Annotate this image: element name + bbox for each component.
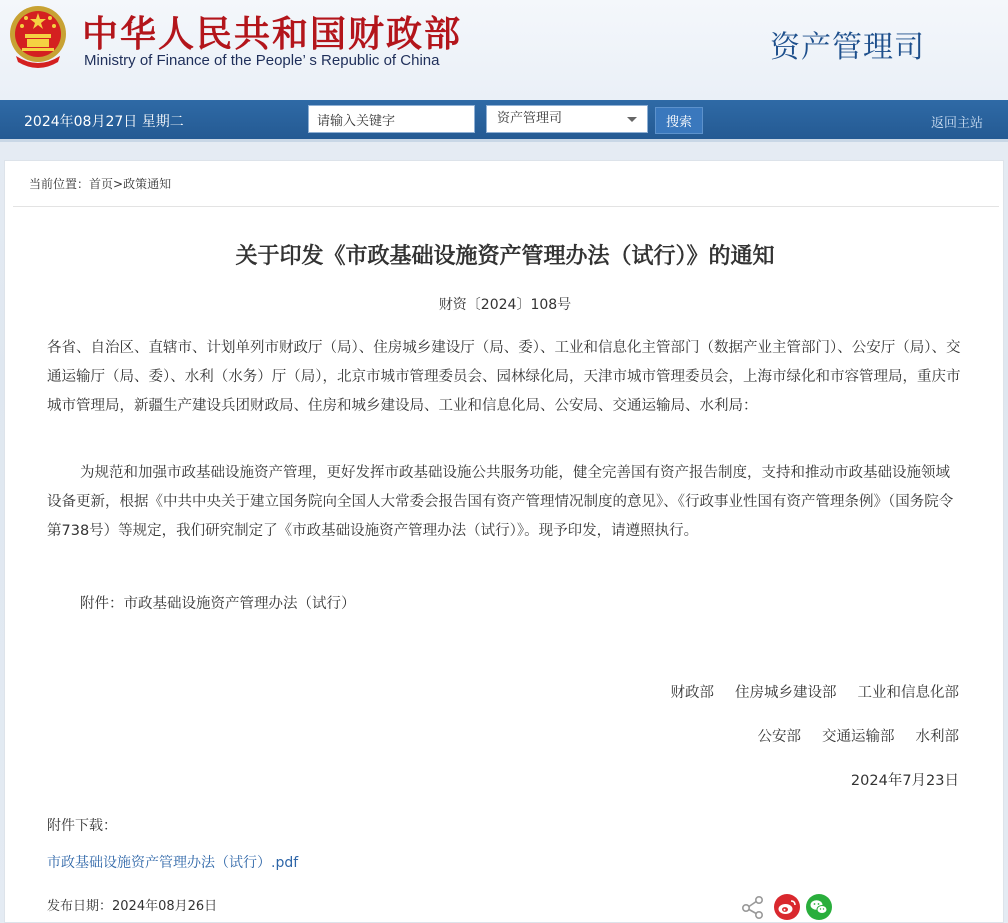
attachment-note: 附件：市政基础设施资产管理办法（试行） xyxy=(80,596,356,612)
breadcrumb xyxy=(13,161,999,207)
article-addressees: 各省、自治区、直辖市、计划单列市财政厅（局）、住房城乡建设厅（局、委）、工业和信息化主管部门（数据产业主管部门）、公安厅（局）、交通运输厅（局、委）、水利（水务）厅（局），北京市城市管理委员会、园林绿化局，天津市城市管理委员会，上海市绿化和市容管理局，重庆市城市管理局，新疆生产建设兵团财政局、住房和城乡建设局、工业和信息化局、公安局、交通运输局、水利局： xyxy=(47,340,961,414)
current-date: 2024年08月27日 星期二 xyxy=(24,114,184,130)
wechat-icon[interactable] xyxy=(805,893,833,921)
breadcrumb-separator: > xyxy=(113,177,124,191)
signatory: 水利部 xyxy=(915,729,959,745)
national-emblem-icon[interactable] xyxy=(8,4,68,70)
site-title-cn[interactable]: 中华人民共和国财政部 xyxy=(82,14,463,55)
department-name: 资产管理司 xyxy=(770,30,925,65)
attachment-download-link[interactable]: 市政基础设施资产管理办法（试行）.pdf xyxy=(47,855,299,871)
article-title: 关于印发《市政基础设施资产管理办法（试行）》的通知 xyxy=(235,244,775,269)
signatory: 工业和信息化部 xyxy=(857,685,959,701)
site-header xyxy=(0,0,1008,100)
signatory: 交通运输部 xyxy=(822,729,895,745)
chevron-down-icon xyxy=(627,117,637,122)
signatory: 财政部 xyxy=(670,685,714,701)
weibo-icon[interactable] xyxy=(773,893,801,921)
signatories-row-2 xyxy=(737,725,960,746)
breadcrumb-current-link[interactable]: 政策通知 xyxy=(123,177,172,191)
site-title-en[interactable]: Ministry of Finance of the People’ s Republic of China xyxy=(84,52,440,69)
back-to-main-site-link[interactable]: 返回主站 xyxy=(930,116,983,131)
signature-date: 2024年7月23日 xyxy=(850,773,959,789)
publish-date: 发布日期：2024年08月26日 xyxy=(47,899,218,914)
breadcrumb-prefix: 当前位置： xyxy=(29,177,90,191)
article-container xyxy=(4,160,1004,923)
article-body-paragraph: 为规范和加强市政基础设施资产管理，更好发挥市政基础设施公共服务功能，健全完善国有资产报告制度，支持和推动市政基础设施领域设备更新，根据《中共中央关于建立国务院向全国人大常委会报告国有资产管理情况制度的意见》、《行政事业性国有资产管理条例》（国务院令第738号）等规定，我们研究制定了《市政基础设施资产管理办法（试行）》。现予印发，请遵照执行。 xyxy=(47,465,954,539)
search-scope-value: 资产管理司 xyxy=(497,111,563,126)
top-navbar xyxy=(0,100,1008,142)
share-icon[interactable] xyxy=(740,894,766,920)
signatories-row-1 xyxy=(650,681,960,702)
document-number: 财资〔2024〕108号 xyxy=(438,297,572,313)
download-label: 附件下载： xyxy=(47,818,117,834)
breadcrumb-home-link[interactable]: 首页 xyxy=(89,177,114,191)
search-button[interactable]: 搜索 xyxy=(655,107,703,134)
signatory: 住房城乡建设部 xyxy=(735,685,837,701)
search-input[interactable] xyxy=(308,105,475,133)
signatory: 公安部 xyxy=(757,729,801,745)
search-scope-select[interactable] xyxy=(486,105,648,133)
